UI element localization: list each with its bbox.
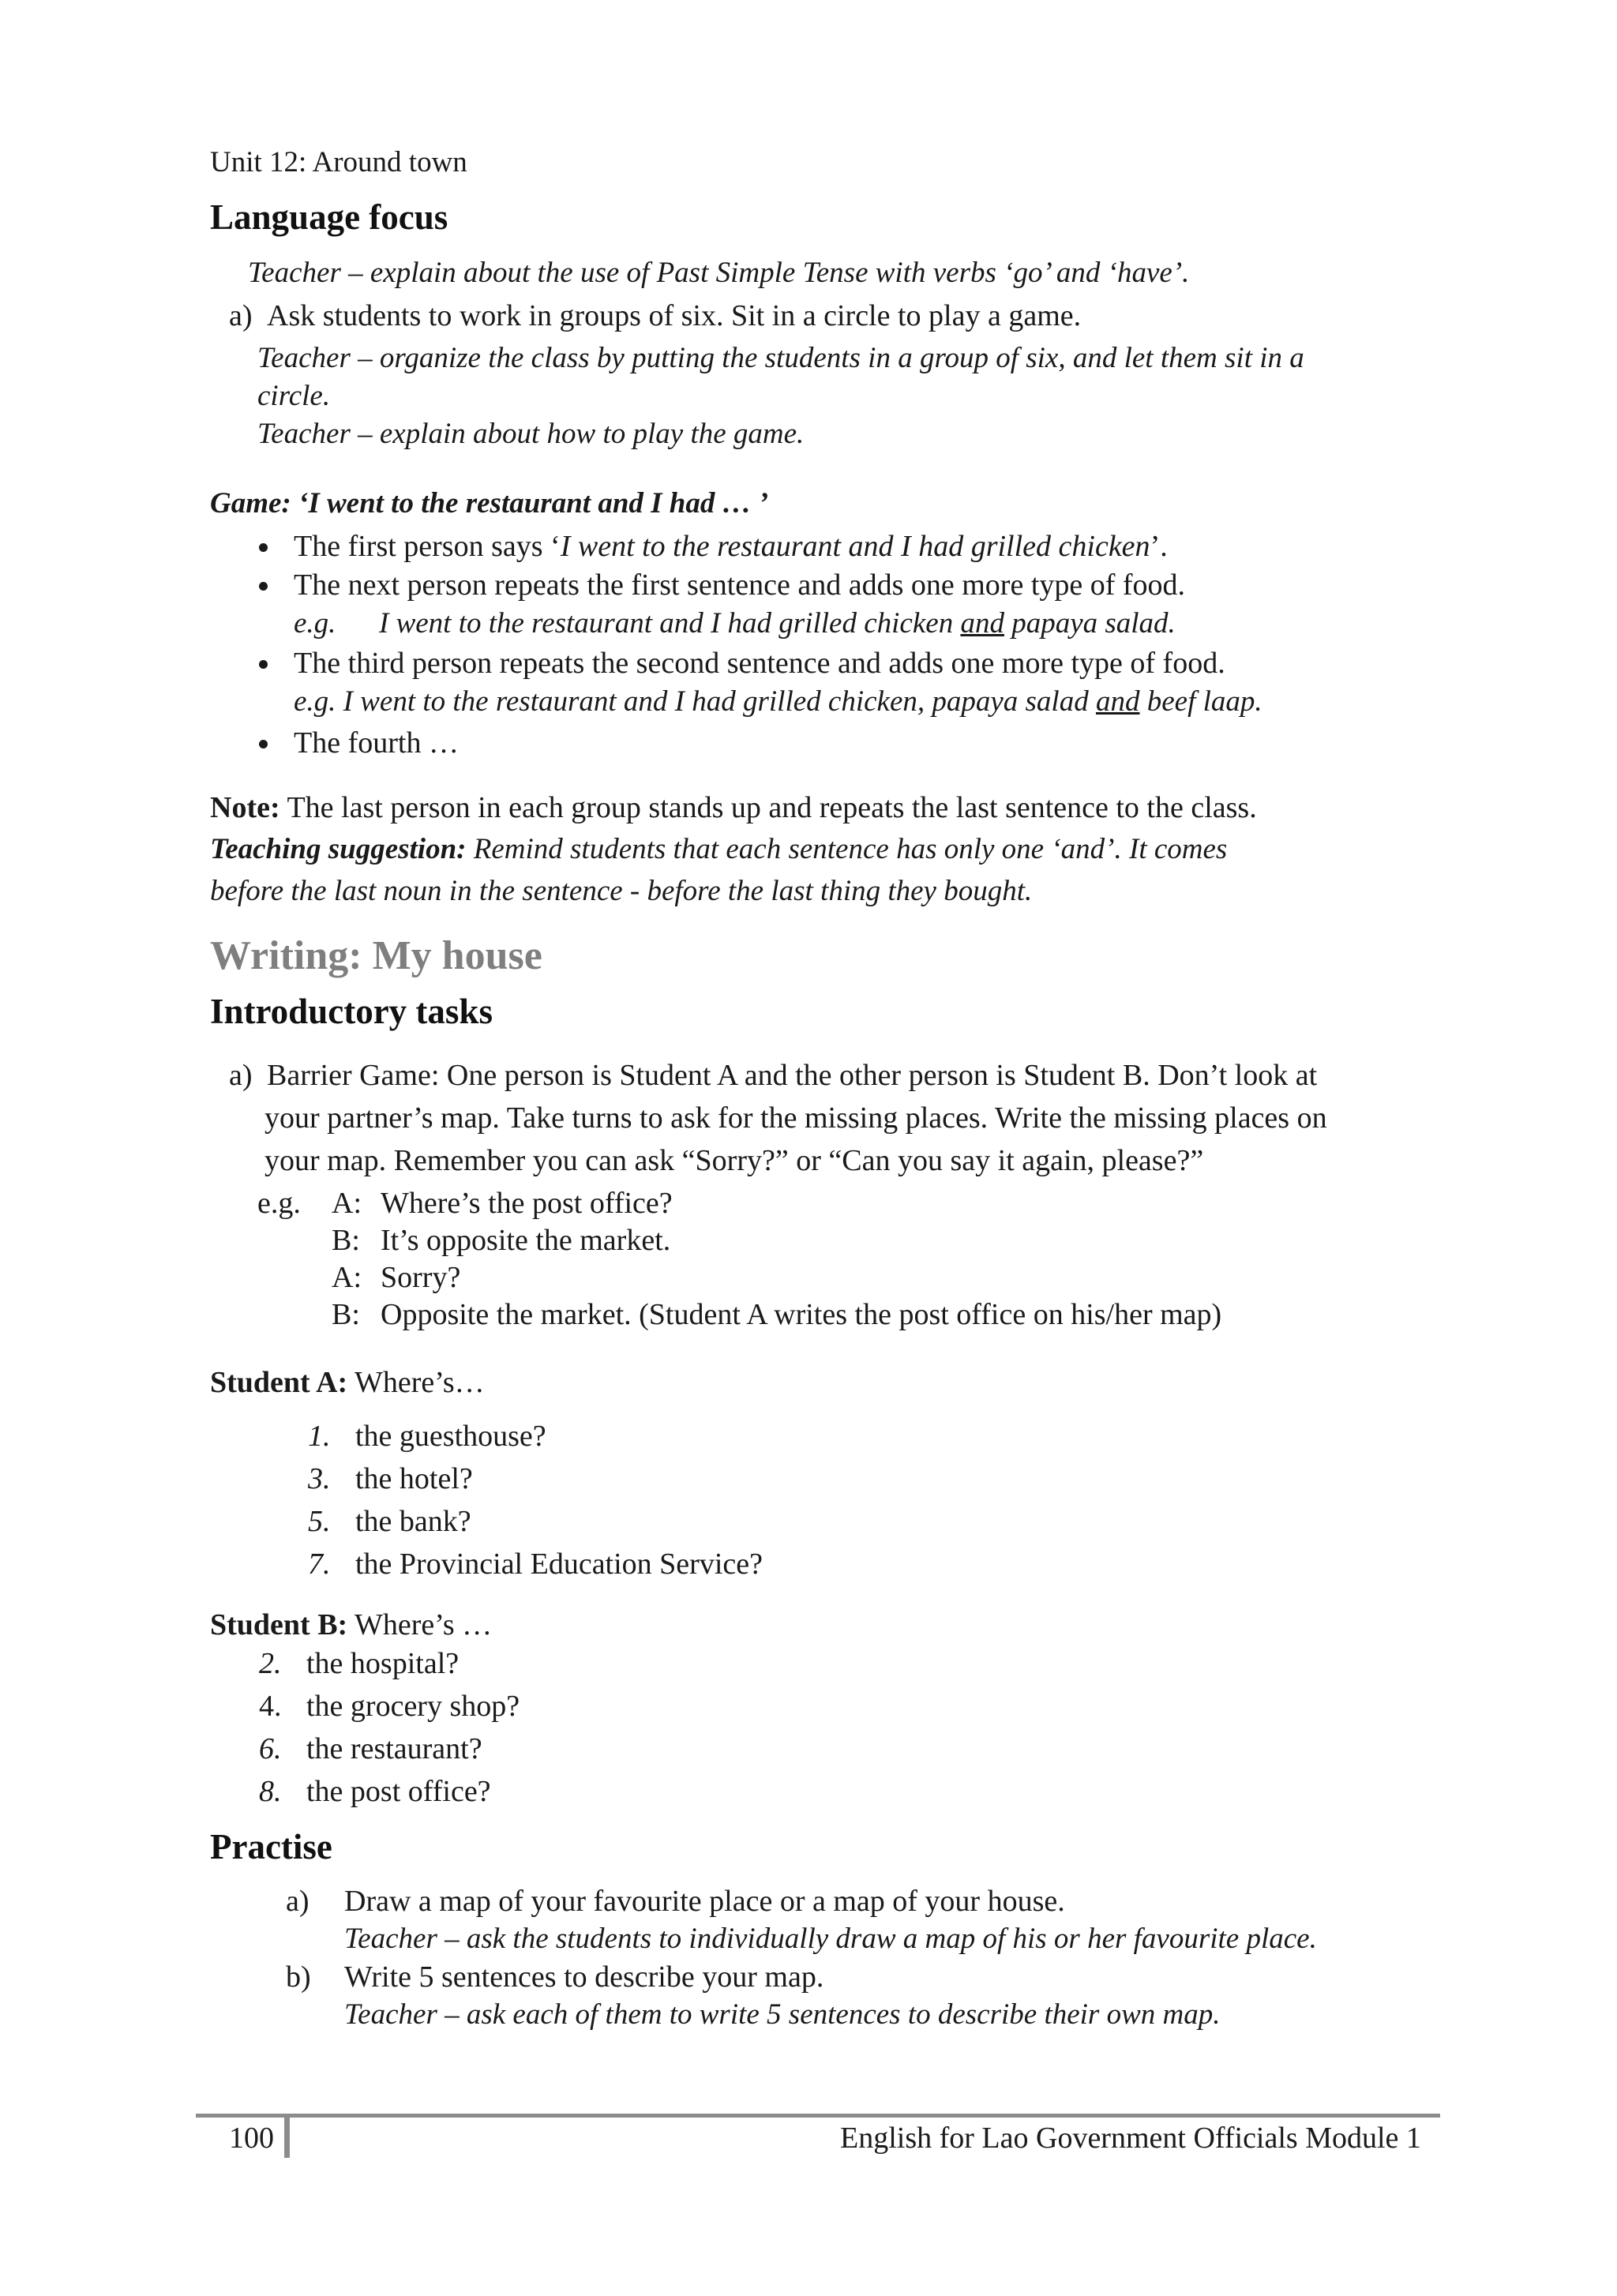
- practise-item-a-label: a): [286, 1885, 310, 1918]
- book-title: English for Lao Government Officials Module 1: [840, 2122, 1421, 2155]
- student-a-item: the Provincial Education Service?: [355, 1548, 763, 1581]
- student-b-item: the restaurant?: [306, 1732, 482, 1765]
- dialogue-line: Sorry?: [381, 1261, 461, 1294]
- student-b-item-number: 4.: [259, 1690, 282, 1723]
- game-bullet-1: The first person says ‘I went to the restaurant and I had grilled chicken’.: [294, 530, 1168, 563]
- footer-rule: [196, 2114, 1440, 2118]
- item-a-text: Ask students to work in groups of six. Sit in a circle to play a game.: [267, 299, 1082, 332]
- dialogue-speaker: A:: [332, 1261, 362, 1294]
- dialogue-line: Opposite the market. (Student A writes the post office on his/her map): [381, 1298, 1222, 1331]
- student-a-item: the guesthouse?: [355, 1420, 546, 1453]
- bullet-dot: [259, 582, 268, 591]
- student-b-item-number: 6.: [259, 1732, 282, 1765]
- footer-divider: [284, 2114, 290, 2158]
- practise-heading: Practise: [210, 1827, 332, 1866]
- game-bullet-3: The third person repeats the second sentence and adds one more type of food.: [294, 647, 1225, 680]
- game-bullet-2: The next person repeats the first sentence and adds one more type of food.: [294, 568, 1186, 602]
- student-a-prompt: Student A: Where’s…: [210, 1366, 485, 1399]
- teacher-note-explain-game: Teacher – explain about how to play the game.: [257, 418, 805, 450]
- barrier-line1: Barrier Game: One person is Student A and the other person is Student B. Don’t look at: [267, 1059, 1318, 1092]
- note-paragraph: Note: The last person in each group stands up and repeats the last sentence to the class.: [210, 791, 1257, 824]
- dialogue-speaker: A:: [332, 1187, 362, 1220]
- student-a-item-number: 3.: [308, 1462, 331, 1495]
- practise-item-a-text: Draw a map of your favourite place or a map of your house.: [344, 1885, 1065, 1918]
- unit-header: Unit 12: Around town: [210, 146, 467, 178]
- barrier-item-a-label: a): [229, 1059, 253, 1092]
- practise-item-a-teacher-note: Teacher – ask the students to individually draw a map of his or her favourite place.: [344, 1923, 1317, 1955]
- page-number: 100: [229, 2122, 274, 2155]
- game-bullet-3-example: e.g. I went to the restaurant and I had grilled chicken, papaya salad and beef laap.: [294, 685, 1262, 718]
- barrier-line3: your map. Remember you can ask “Sorry?” or “Can you say it again, please?”: [264, 1144, 1204, 1177]
- dialogue-line: Where’s the post office?: [381, 1187, 673, 1220]
- student-b-item: the hospital?: [306, 1647, 460, 1680]
- bullet-dot: [259, 543, 268, 552]
- teacher-note-organize-line1: Teacher – organize the class by putting the students in a group of six, and let them sit in a: [257, 342, 1304, 374]
- dialogue-speaker: B:: [332, 1298, 360, 1331]
- language-focus-heading: Language focus: [210, 197, 448, 237]
- practise-item-b-text: Write 5 sentences to describe your map.: [344, 1960, 824, 1994]
- student-b-item: the post office?: [306, 1775, 491, 1808]
- game-bullet-4: The fourth …: [294, 726, 459, 760]
- game-bullet-2-eg-label: e.g.: [294, 607, 336, 640]
- bullet-dot: [259, 740, 268, 748]
- introductory-tasks-heading: Introductory tasks: [210, 992, 493, 1031]
- student-a-item-number: 5.: [308, 1505, 331, 1538]
- item-a-label: a): [229, 299, 253, 332]
- teaching-suggestion-line2: before the last noun in the sentence - before the last thing they bought.: [210, 875, 1033, 907]
- student-b-item-number: 2.: [259, 1647, 282, 1680]
- student-a-item: the bank?: [355, 1505, 471, 1538]
- game-bullet-2-example: I went to the restaurant and I had grilled chicken and papaya salad.: [379, 607, 1176, 640]
- dialogue-line: It’s opposite the market.: [381, 1224, 671, 1257]
- student-b-item-number: 8.: [259, 1775, 282, 1808]
- student-b-prompt: Student B: Where’s …: [210, 1608, 493, 1641]
- practise-item-b-label: b): [286, 1960, 311, 1994]
- teaching-suggestion-line1: Teaching suggestion: Remind students that each sentence has only one ‘and’. It comes: [210, 833, 1228, 865]
- teacher-note-past-simple: Teacher – explain about the use of Past Simple Tense with verbs ‘go’ and ‘have’.: [248, 257, 1190, 289]
- game-title: Game: ‘I went to the restaurant and I had … ’: [210, 487, 769, 520]
- student-a-item-number: 7.: [308, 1548, 331, 1581]
- practise-item-b-teacher-note: Teacher – ask each of them to write 5 sentences to describe their own map.: [344, 1998, 1221, 2031]
- bullet-dot: [259, 660, 268, 669]
- student-a-item-number: 1.: [308, 1420, 331, 1453]
- student-b-item: the grocery shop?: [306, 1690, 520, 1723]
- teacher-note-organize-line2: circle.: [257, 380, 331, 412]
- writing-heading: Writing: My house: [210, 933, 542, 978]
- student-a-item: the hotel?: [355, 1462, 473, 1495]
- dialogue-speaker: B:: [332, 1224, 360, 1257]
- barrier-line2: your partner’s map. Take turns to ask for the missing places. Write the missing places on: [264, 1101, 1327, 1135]
- dialogue-eg-label: e.g.: [257, 1187, 301, 1220]
